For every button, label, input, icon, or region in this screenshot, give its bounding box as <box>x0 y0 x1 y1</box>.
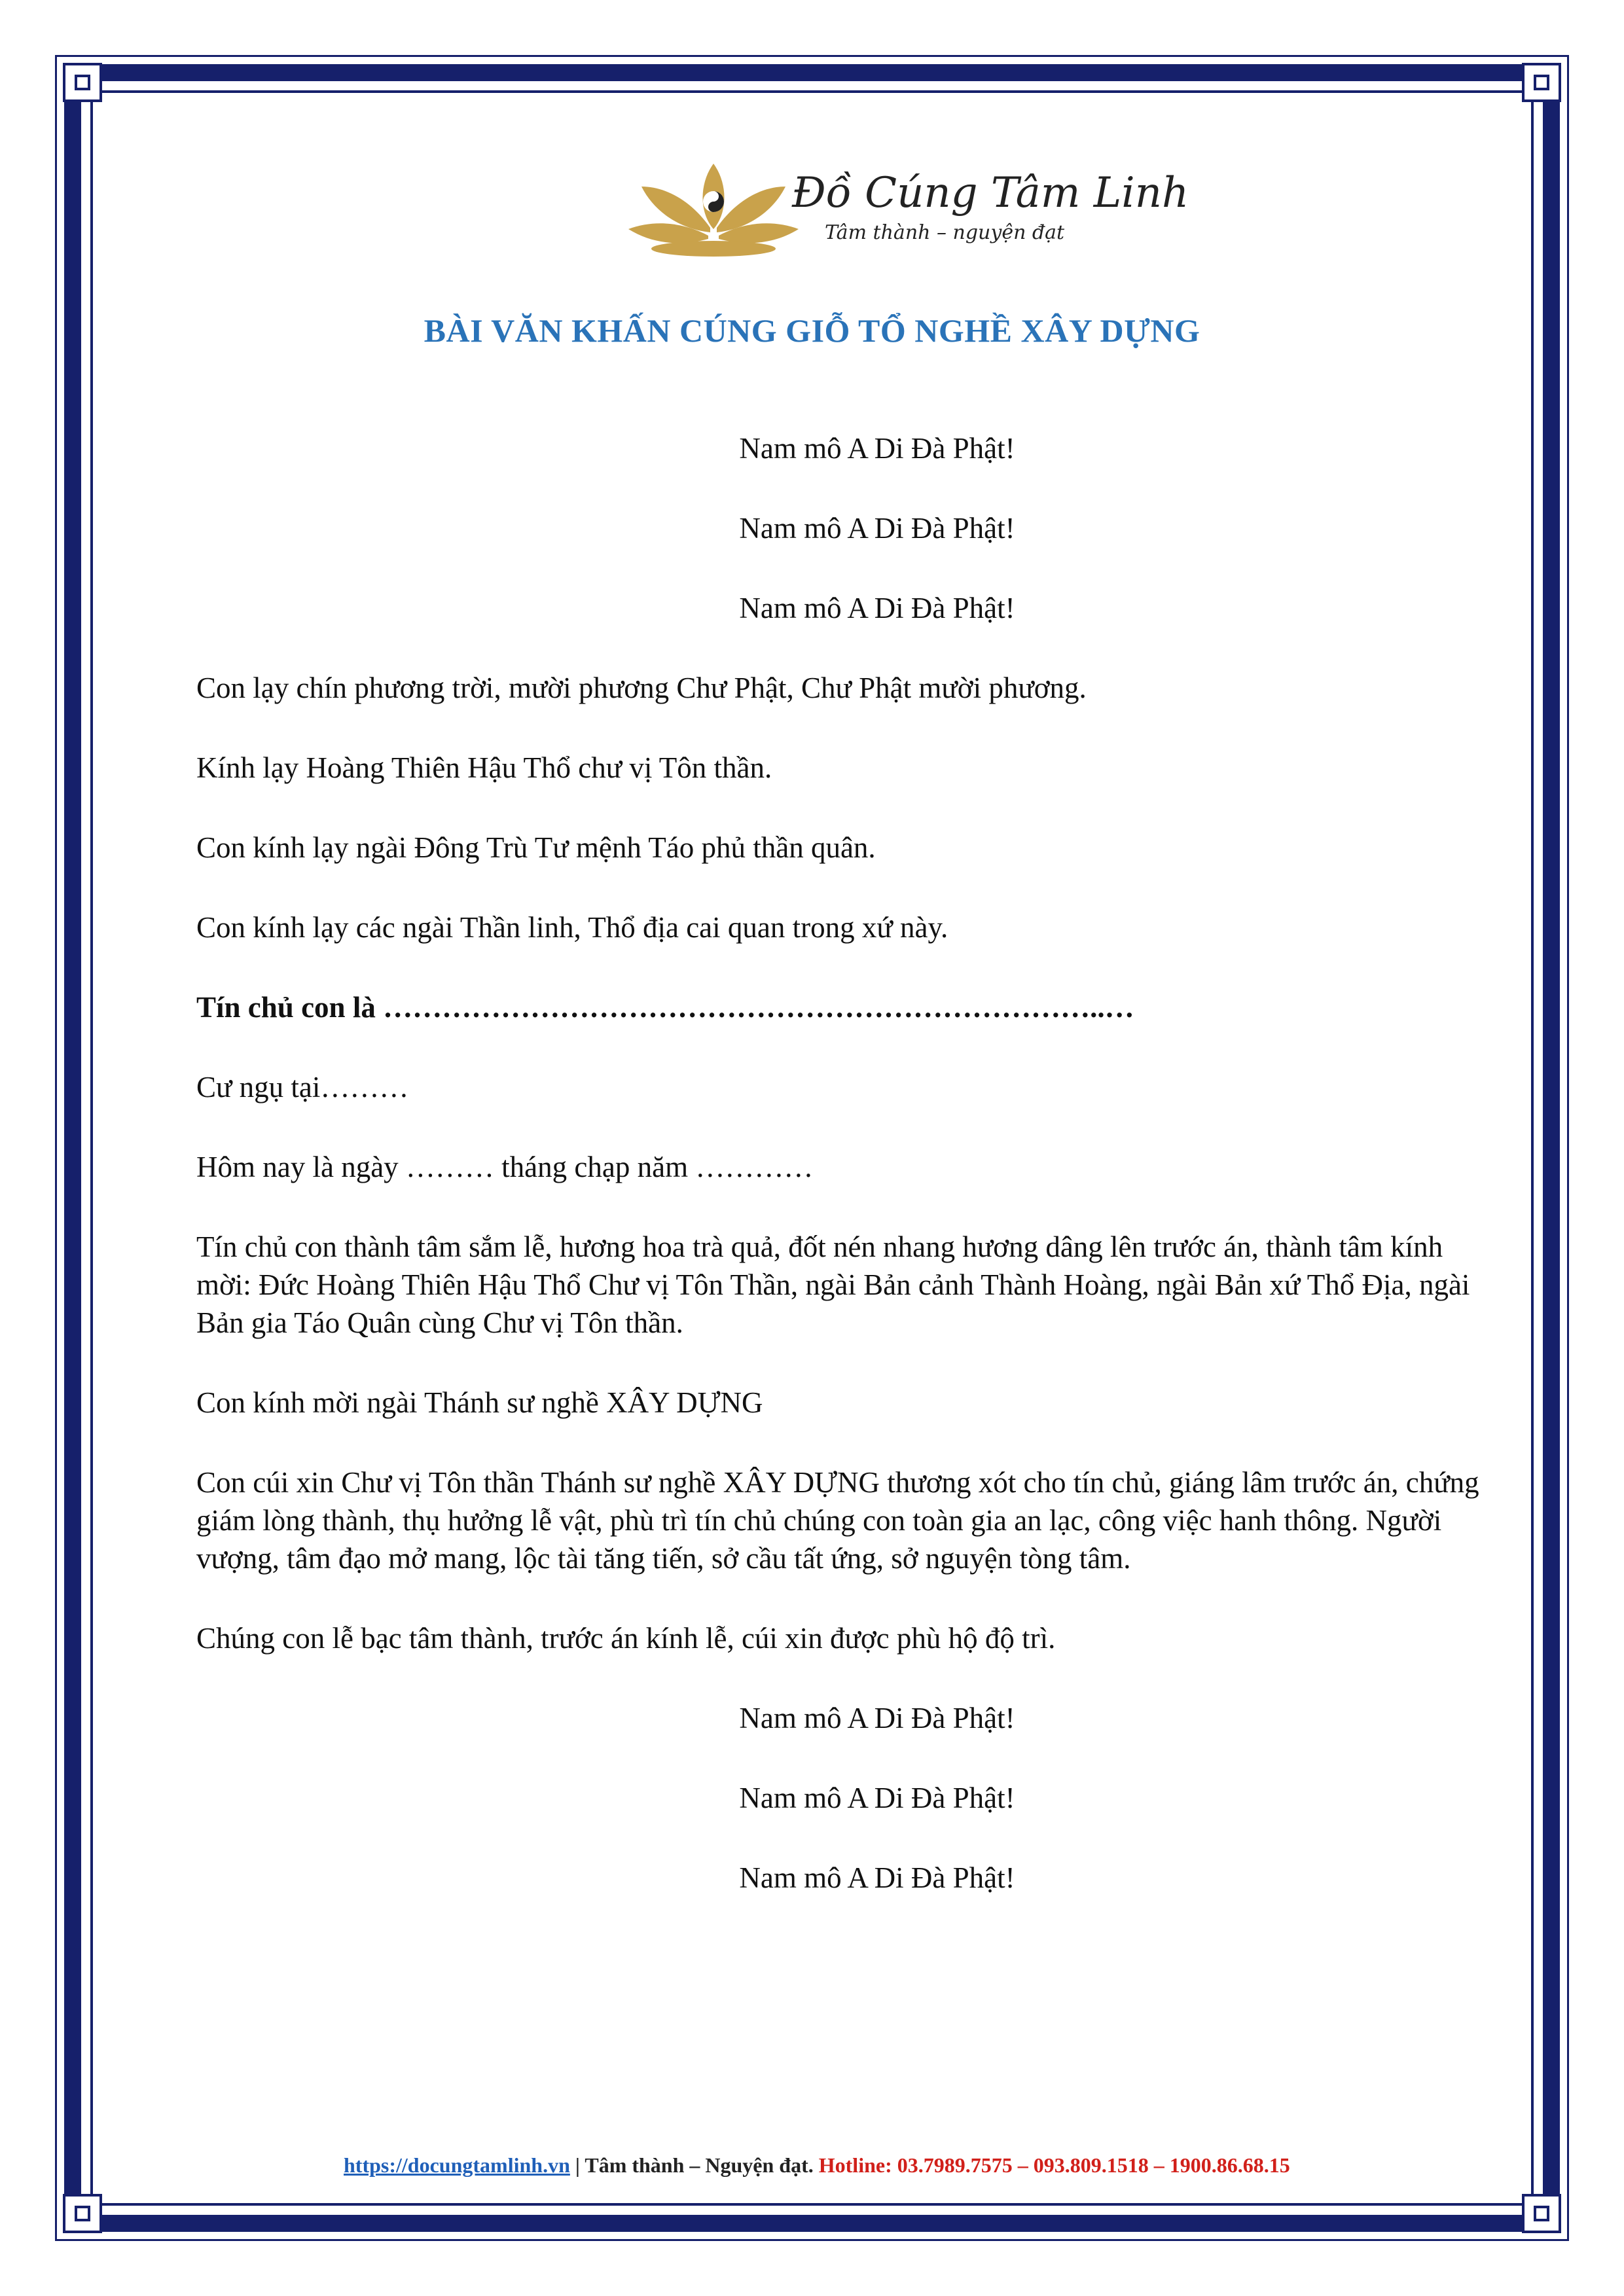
prayer-paragraph: Con kính mời ngài Thánh sư nghề XÂY DỰNG <box>196 1386 763 1419</box>
prayer-paragraph: Tín chủ con thành tâm sắm lễ, hương hoa trà quả, đốt nén nhang hương dâng lên trước án, thành tâm kính mời: Đức Hoàng Thiên Hậu Thổ Chư vị Tôn Thần, ngài Bản cảnh Thành Hoàng, ngài Bản xứ Thổ Địa, ngài Bản gia Táo Quân cùng Chư vị Tôn thần. <box>196 1230 1470 1339</box>
invocation-line: Nam mô A Di Đà Phật! <box>739 432 1015 465</box>
closing-invocation-line: Nam mô A Di Đà Phật! <box>739 1861 1015 1894</box>
footer-slogan: Tâm thành – Nguyện đạt. <box>585 2153 814 2177</box>
website-link[interactable]: https://docungtamlinh.vn <box>344 2153 570 2177</box>
corner-ornament-bottom-left <box>63 2194 102 2233</box>
brand-logo <box>628 151 1189 262</box>
prayer-body <box>196 429 1499 1939</box>
invocation-line: Nam mô A Di Đà Phật! <box>739 512 1015 545</box>
address-line: Cư ngụ tại……… <box>196 1071 409 1103</box>
logo-slogan: Tâm thành – nguyện đạt <box>825 221 1065 244</box>
prayer-paragraph: Con lạy chín phương trời, mười phương Chư Phật, Chư Phật mười phương. <box>196 672 1087 704</box>
prayer-paragraph: Con kính lạy ngài Đông Trù Tư mệnh Táo phủ thần quân. <box>196 831 876 864</box>
lotus-icon <box>628 151 799 262</box>
page-footer <box>344 2153 1290 2178</box>
date-line: Hôm nay là ngày ……… tháng chạp năm ………… <box>196 1151 814 1183</box>
document-title: BÀI VĂN KHẤN CÚNG GIỖ TỔ NGHỀ XÂY DỰNG <box>424 312 1200 349</box>
prayer-paragraph: Con cúi xin Chư vị Tôn thần Thánh sư nghề XÂY DỰNG thương xót cho tín chủ, giáng lâm trước án, chứng giám lòng thành, thụ hưởng lễ vật, phù trì tín chủ chúng con toàn gia an lạc, công việc hanh thông. Người vượng, tâm đạo mở mang, lộc tài tăng tiến, sở cầu tất ứng, sở nguyện tòng tâm. <box>196 1466 1479 1575</box>
prayer-paragraph: Con kính lạy các ngài Thần linh, Thổ địa cai quan trong xứ này. <box>196 911 948 944</box>
donor-name-line: Tín chủ con là ………………………………………………………………..… <box>196 991 1134 1024</box>
footer-separator: | <box>569 2153 585 2177</box>
closing-invocation-line: Nam mô A Di Đà Phật! <box>739 1782 1015 1814</box>
corner-ornament-bottom-right <box>1522 2194 1561 2233</box>
prayer-paragraph: Chúng con lễ bạc tâm thành, trước án kính lễ, cúi xin được phù hộ độ trì. <box>196 1622 1056 1655</box>
corner-ornament-top-right <box>1522 63 1561 102</box>
closing-invocation-line: Nam mô A Di Đà Phật! <box>739 1702 1015 1734</box>
invocation-line: Nam mô A Di Đà Phật! <box>739 592 1015 624</box>
logo-text: Đồ Cúng Tâm Linh <box>792 169 1189 217</box>
prayer-paragraph: Kính lạy Hoàng Thiên Hậu Thổ chư vị Tôn thần. <box>196 751 772 784</box>
footer-hotline: Hotline: 03.7989.7575 – 093.809.1518 – 1900.86.68.15 <box>813 2153 1290 2177</box>
corner-ornament-top-left <box>63 63 102 102</box>
